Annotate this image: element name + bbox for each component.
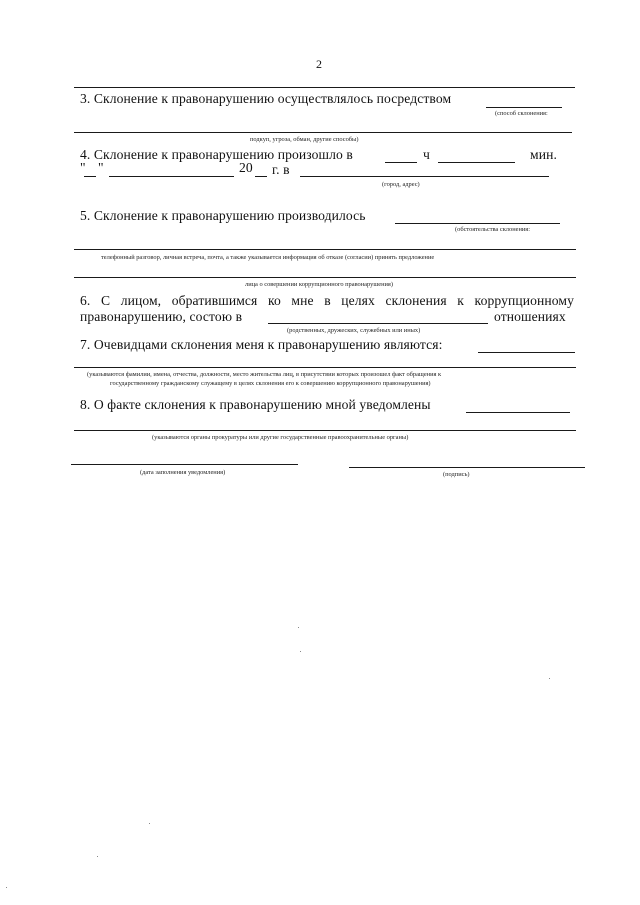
- item7-witnesses-line2-field[interactable]: [74, 367, 576, 368]
- item5-note-line2: телефонный разговор, личная встреча, почта, а также указывается информация об отказе (согласии) принять предложение: [101, 254, 435, 261]
- item4-month-field[interactable]: [109, 176, 234, 177]
- item4-place-field[interactable]: [300, 176, 549, 177]
- item4-text: 4. Склонение к правонарушению произошло в: [80, 147, 353, 162]
- item4-hour-label: ч: [423, 147, 430, 162]
- item4-day-field[interactable]: [84, 176, 96, 177]
- item6-line2-prefix: правонарушению, состою в: [80, 309, 243, 324]
- item4-minute-label: мин.: [530, 147, 557, 162]
- item3-method-continuation-field[interactable]: [74, 132, 572, 133]
- item6-note: (родственных, дружеских, служебных или иных): [287, 327, 421, 334]
- item6-line1: 6. С лицом, обратившимся ко мне в целях склонения к коррупционному: [80, 293, 574, 308]
- date-label: (дата заполнения уведомления): [140, 469, 226, 476]
- item3-text: 3. Склонение к правонарушению осуществлялось посредством: [80, 91, 452, 106]
- scan-speck: [300, 651, 301, 652]
- item5-text: 5. Склонение к правонарушению производилось: [80, 208, 366, 223]
- item4-quote-open: ": [80, 160, 86, 175]
- item7-note-line1: (указываются фамилии, имена, отчества, должности, место жительства лиц, в присутствии которых произошел факт обращения к: [87, 371, 442, 378]
- item4-minute-field[interactable]: [438, 162, 515, 163]
- scan-speck: [6, 887, 7, 888]
- item3-note-center: подкуп, угроза, обман, другие способы): [250, 136, 359, 143]
- item3-method-field[interactable]: [486, 107, 562, 108]
- item4-hour-field[interactable]: [385, 162, 417, 163]
- item5-note-line3: лица о совершении коррупционного правонарушения): [245, 281, 393, 288]
- item4-year-prefix: 20: [239, 160, 253, 175]
- item8-text: 8. О факте склонения к правонарушению мной уведомлены: [80, 397, 431, 412]
- item6-line2-suffix: отношениях: [494, 309, 566, 324]
- item5-circumstances-field[interactable]: [395, 223, 560, 224]
- item6-relations-field[interactable]: [268, 323, 488, 324]
- item4-year-suffix: г. в: [272, 162, 290, 177]
- item5-circumstances-line2-field[interactable]: [74, 249, 576, 250]
- item4-year-field[interactable]: [255, 176, 267, 177]
- scan-speck: [97, 856, 98, 857]
- item8-authorities-field[interactable]: [466, 412, 570, 413]
- item3-note-right: (способ склонения:: [495, 110, 548, 117]
- item7-witnesses-field[interactable]: [478, 352, 575, 353]
- item7-text: 7. Очевидцами склонения меня к правонарушению являются:: [80, 337, 443, 352]
- date-field[interactable]: [71, 464, 298, 465]
- scan-speck: [549, 678, 550, 679]
- item4-quote-close: ": [98, 160, 104, 175]
- item5-circumstances-line3-field[interactable]: [74, 277, 576, 278]
- item8-note: (указываются органы прокуратуры или другие государственные правоохранительные органы): [152, 434, 409, 441]
- item4-note: (город, адрес): [382, 181, 420, 188]
- scan-speck: [149, 823, 150, 824]
- signature-field[interactable]: [349, 467, 585, 468]
- item7-note-line2: государственному гражданскому служащему в целях склонения его к совершению коррупционного правонарушения): [110, 380, 431, 387]
- item5-note-right: (обстоятельства склонения:: [455, 226, 530, 233]
- scan-speck: [298, 627, 299, 628]
- top-rule: [74, 87, 575, 88]
- page-number: 2: [316, 57, 322, 71]
- signature-label: (подпись): [443, 471, 470, 478]
- item8-authorities-line2-field[interactable]: [74, 430, 576, 431]
